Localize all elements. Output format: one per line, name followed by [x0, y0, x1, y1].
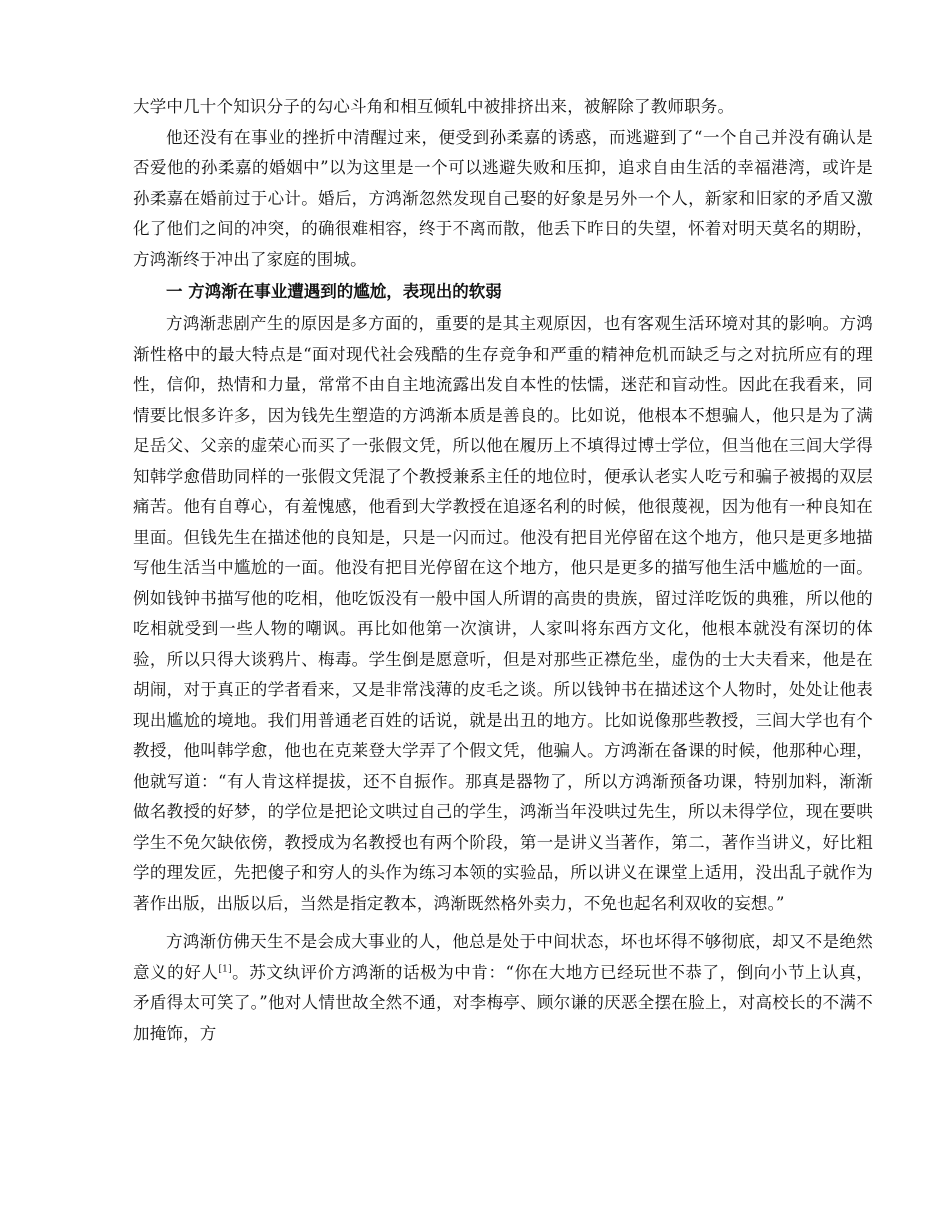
paragraph-character — [133, 927, 873, 1049]
section-heading: 一 方鸿渐在事业遭遇到的尴尬，表现出的软弱 — [166, 282, 502, 301]
paragraph-analysis: 方鸿渐悲剧产生的原因是多方面的，重要的是其主观原因，也有客观生活环境对其的影响。方鸿渐性格中的最大特点是“面对现代社会残酷的生存竞争和严重的精神危机而缺乏与之对抗所应有的理性，信仰，热情和力量，常常不由自主地流露出发自本性的怯懦，迷茫和盲动性。因此在我看来，同情要比恨多许多，因为钱先生塑造的方鸿渐本质是善良的。比如说，他根本不想骗人，他只是为了满足岳父、父亲的虚荣心而买了一张假文凭，所以他在履历上不填得过博士学位，但当他在三闾大学得知韩学愈借助同样的一张假文凭混了个教授兼系主任的地位时，便承认老实人吃亏和骗子被揭的双层痛苦。他有自尊心，有羞愧感，他看到大学教授在追逐名利的时候，他很蔑视，因为他有一种良知在里面。但钱先生在描述他的良知是，只是一闪而过。他没有把目光停留在这个地方，他只是更多地描写他生活当中尴尬的一面。他没有把目光停留在这个地方，他只是更多的描写他生活中尴尬的一面。例如钱钟书描写他的吃相，他吃饭没有一般中国人所谓的高贵的贵族，留过洋吃饭的典雅，所以他的吃相就受到一些人物的嘲讽。再比如他第一次演讲，人家叫将东西方文化，他根本就没有深切的体验，所以只得大谈鸦片、梅毒。学生倒是愿意听，但是对那些正襟危坐，虚伪的士大夫看来，他是在胡闹，对于真正的学者看来，又是非常浅薄的皮毛之谈。所以钱钟书在描述这个人物时，处处让他表现出尴尬的境地。我们用普通老百姓的话说，就是出丑的地方。比如说像那些教授，三闾大学也有个教授，他叫韩学愈，他也在克莱登大学弄了个假文凭，他骗人。方鸿渐在备课的时候，他那种心理，他就写道：“有人肯这样提拔，还不自振作。那真是器物了，所以方鸿渐预备功课，特别加料，渐渐做名教授的好梦，的学位是把论文哄过自己的学生，鸿渐当年没哄过先生，所以未得学位，现在要哄学生不免欠缺依傍，教授成为名教授也有两个阶段，第一是讲义当著作，第二，著作当讲义，好比粗学的理发匠，先把傻子和穷人的头作为练习本领的实验品，所以讲义在课堂上适用，没出乱子就作为著作出版，出版以后，当然是指定教本，鸿渐既然格外卖力，不免也起名利双收的妄想。” — [133, 314, 873, 913]
paragraph-character-text-b: 。苏文纨评价方鸿渐的话极为中肯：“你在大地方已经玩世不恭了，倒向小节上认真，矛盾得太可笑了。”他对人情世故全然不通，对李梅亭、顾尔谦的厌恶全摆在脸上，对高校长的不满不加掩饰，方 — [133, 962, 873, 1043]
paragraph-marriage: 他还没有在事业的挫折中清醒过来，便受到孙柔嘉的诱惑，而逃避到了“一个自己并没有确认是否爱他的孙柔嘉的婚姻中”以为这里是一个可以逃避失败和压抑，追求自由生活的幸福港湾，或许是孙柔嘉在婚前过于心计。婚后，方鸿渐忽然发现自己娶的好象是另外一个人，新家和旧家的矛盾又激化了他们之间的冲突，的确很难相容，终于不离而散，他丢下昨日的失望，怀着对明天莫名的期盼，方鸿渐终于冲出了家庭的围城。 — [133, 127, 873, 269]
paragraph-continuation: 大学中几十个知识分子的勾心斗角和相互倾轧中被排挤出来，被解除了教师职务。 — [133, 97, 735, 116]
paragraph-gap — [133, 919, 873, 927]
footnote-reference[interactable]: [1] — [218, 964, 232, 974]
paragraph-character-text-a: 方鸿渐仿佛天生不是会成大事业的人，他总是处于中间状态，坏也坏得不够彻底，却又不是绝然意义的好人 — [133, 932, 873, 982]
document-page — [133, 92, 873, 1049]
